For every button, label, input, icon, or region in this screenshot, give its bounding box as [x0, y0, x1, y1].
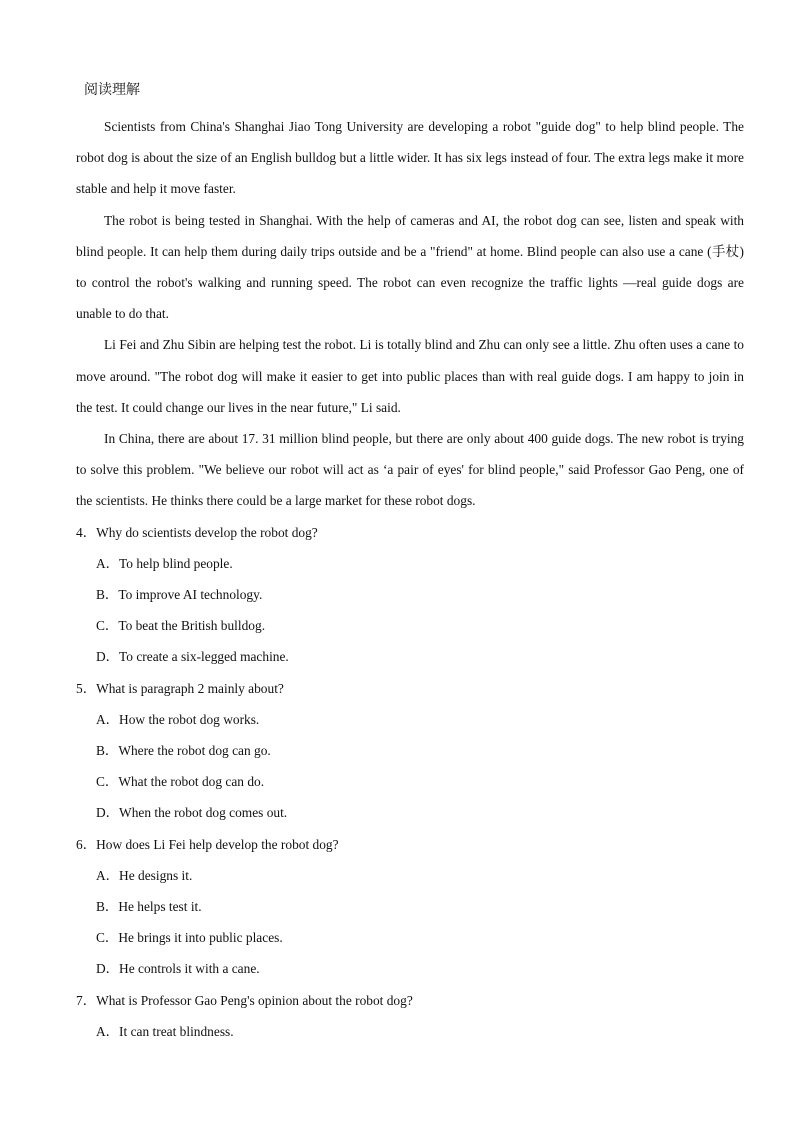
option-a: A．To help blind people.	[96, 555, 233, 571]
option-a: A．How the robot dog works.	[96, 711, 260, 727]
passage-paragraph-4: In China, there are about 17. 31 million blind people, but there are only about 400 guide dogs. The new robot is trying to solve this problem. "We believe our robot will act as ‘a pair of eyes' for blind people," said Professor Gao Peng, one of the scientists. He thinks there could be a large market for these robot dogs.	[76, 431, 744, 509]
reading-passage	[76, 111, 744, 517]
option-b: B．He helps test it.	[96, 899, 202, 915]
document-page	[76, 80, 744, 1047]
option-c: C．He brings it into public places.	[96, 930, 283, 946]
question-stem: 7．What is Professor Gao Peng's opinion about the robot dog?	[76, 992, 413, 1008]
option-c: C．To beat the British bulldog.	[96, 618, 266, 634]
question-4	[76, 517, 744, 673]
option-d: D．He controls it with a cane.	[96, 961, 260, 977]
question-7	[76, 985, 744, 1047]
option-d: D．To create a six-legged machine.	[96, 649, 289, 665]
option-a: A．He designs it.	[96, 867, 193, 883]
option-a: A．It can treat blindness.	[96, 1023, 234, 1039]
question-stem: 5．What is paragraph 2 mainly about?	[76, 680, 284, 696]
option-d: D．When the robot dog comes out.	[96, 805, 288, 821]
question-6	[76, 829, 744, 985]
question-stem: 6．How does Li Fei help develop the robot dog?	[76, 836, 339, 852]
passage-paragraph-2: The robot is being tested in Shanghai. With the help of cameras and AI, the robot dog can see, listen and speak with blind people. It can help them during daily trips outside and be a "friend" at home. Blind people can also use a cane (手杖) to control the robot's walking and running speed. The robot can even recognize the traffic lights —real guide dogs are unable to do that.	[76, 212, 744, 322]
question-5	[76, 673, 744, 829]
option-b: B．To improve AI technology.	[96, 587, 263, 603]
option-b: B．Where the robot dog can go.	[96, 743, 271, 759]
section-title: 阅读理解	[84, 83, 140, 98]
passage-paragraph-3: Li Fei and Zhu Sibin are helping test the robot. Li is totally blind and Zhu can only see a little. Zhu often uses a cane to move around. "The robot dog will make it easier to get into public places than with real guide dogs. I am happy to join in the test. It could change our lives in the near future," Li said.	[76, 337, 744, 415]
option-c: C．What the robot dog can do.	[96, 774, 265, 790]
question-stem: 4．Why do scientists develop the robot dog?	[76, 524, 318, 540]
passage-paragraph-1: Scientists from China's Shanghai Jiao Tong University are developing a robot "guide dog" to help blind people. The robot dog is about the size of an English bulldog but a little wider. It has six legs instead of four. The extra legs make it more stable and help it move faster.	[76, 119, 744, 197]
